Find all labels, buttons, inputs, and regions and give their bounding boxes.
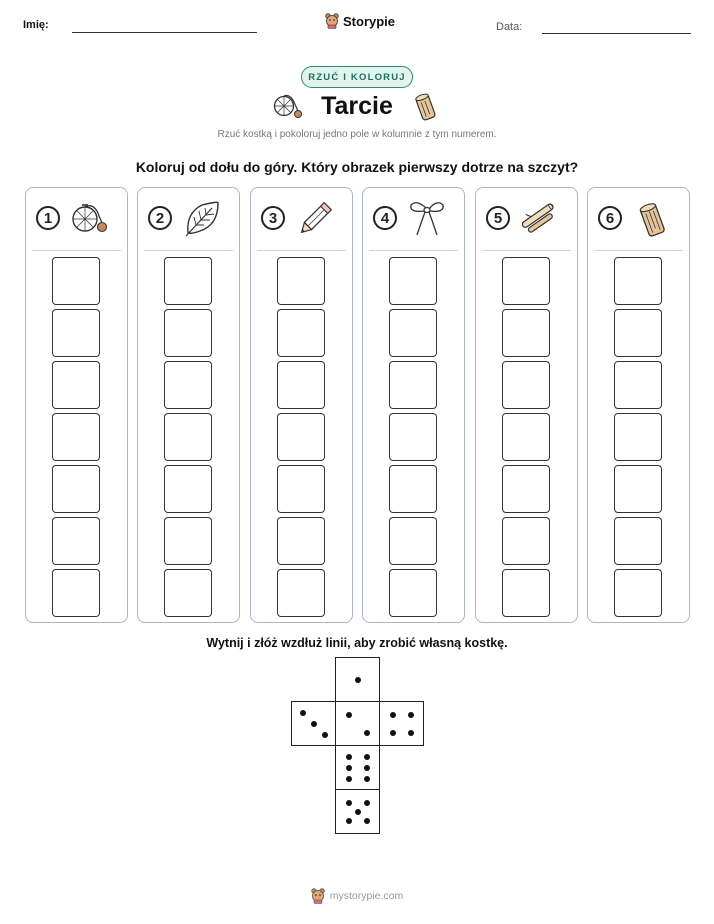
dice-pip bbox=[364, 818, 370, 824]
color-cell[interactable] bbox=[277, 361, 325, 409]
color-cell[interactable] bbox=[277, 309, 325, 357]
color-cell[interactable] bbox=[389, 257, 437, 305]
dice-pip bbox=[346, 754, 352, 760]
dice-face-2 bbox=[335, 701, 380, 746]
dice-pip bbox=[364, 730, 370, 736]
color-cell[interactable] bbox=[502, 361, 550, 409]
dice-pip bbox=[346, 712, 352, 718]
color-cell[interactable] bbox=[52, 465, 100, 513]
dice-pip bbox=[364, 765, 370, 771]
column-number: 1 bbox=[36, 206, 60, 230]
color-cell[interactable] bbox=[389, 413, 437, 461]
color-cell[interactable] bbox=[277, 413, 325, 461]
penny-farthing-icon bbox=[70, 199, 110, 239]
column-5 bbox=[475, 187, 578, 623]
color-cell[interactable] bbox=[277, 257, 325, 305]
color-cell[interactable] bbox=[52, 309, 100, 357]
column-number: 6 bbox=[598, 206, 622, 230]
cut-instruction: Wytnij i złóż wzdłuż linii, aby zrobić własną kostkę. bbox=[206, 636, 508, 650]
color-cell[interactable] bbox=[389, 517, 437, 565]
name-label: Imię: bbox=[23, 19, 49, 31]
column-2 bbox=[137, 187, 240, 623]
dice-pip bbox=[408, 712, 414, 718]
date-label: Data: bbox=[496, 21, 523, 33]
color-cell[interactable] bbox=[52, 569, 100, 617]
dice-pip bbox=[346, 800, 352, 806]
color-cell[interactable] bbox=[164, 361, 212, 409]
dice-pip bbox=[346, 818, 352, 824]
dice-pip bbox=[355, 809, 361, 815]
dice-pip bbox=[355, 677, 361, 683]
color-cell[interactable] bbox=[389, 361, 437, 409]
column-divider bbox=[482, 250, 571, 251]
dice-pip bbox=[311, 721, 317, 727]
dice-pip bbox=[364, 754, 370, 760]
brand-name: Storypie bbox=[343, 13, 396, 29]
dice-pip bbox=[390, 730, 396, 736]
column-divider bbox=[594, 250, 683, 251]
title-log-icon bbox=[413, 92, 439, 122]
dice-face-6 bbox=[335, 745, 380, 790]
dice-face-4 bbox=[379, 701, 424, 746]
instructions-subtitle: Rzuć kostką i pokoloruj jedno pole w kolumnie z tym numerem. bbox=[217, 129, 497, 140]
color-cell[interactable] bbox=[389, 569, 437, 617]
bear-mascot-icon bbox=[325, 13, 339, 29]
color-cell[interactable] bbox=[52, 517, 100, 565]
column-divider bbox=[32, 250, 121, 251]
color-cell[interactable] bbox=[389, 309, 437, 357]
color-cell[interactable] bbox=[277, 569, 325, 617]
wood-log-icon bbox=[632, 199, 672, 239]
activity-badge: RZUĆ I KOLORUJ bbox=[301, 66, 413, 88]
dice-face-1 bbox=[335, 657, 380, 702]
footer-bear-icon bbox=[311, 888, 325, 904]
dice-pip bbox=[390, 712, 396, 718]
dice-pip bbox=[322, 732, 328, 738]
color-cell[interactable] bbox=[164, 517, 212, 565]
column-divider bbox=[144, 250, 233, 251]
column-6 bbox=[587, 187, 690, 623]
brand-logo bbox=[325, 13, 395, 29]
column-number: 4 bbox=[373, 206, 397, 230]
dice-pip bbox=[300, 710, 306, 716]
name-write-line[interactable] bbox=[72, 32, 257, 33]
pencil-icon bbox=[295, 199, 335, 239]
dice-pip bbox=[346, 776, 352, 782]
color-cell[interactable] bbox=[389, 465, 437, 513]
bow-ribbon-icon bbox=[407, 199, 447, 239]
color-cell[interactable] bbox=[502, 465, 550, 513]
color-cell[interactable] bbox=[52, 361, 100, 409]
leaf-icon bbox=[182, 199, 222, 239]
color-cell[interactable] bbox=[614, 465, 662, 513]
sticks-icon bbox=[520, 199, 560, 239]
column-divider bbox=[369, 250, 458, 251]
color-cell[interactable] bbox=[614, 517, 662, 565]
column-3 bbox=[250, 187, 353, 623]
color-cell[interactable] bbox=[164, 413, 212, 461]
color-cell[interactable] bbox=[277, 465, 325, 513]
color-cell[interactable] bbox=[277, 517, 325, 565]
coloring-question: Koloruj od dołu do góry. Który obrazek pierwszy dotrze na szczyt? bbox=[135, 159, 579, 175]
color-cell[interactable] bbox=[52, 257, 100, 305]
column-number: 2 bbox=[148, 206, 172, 230]
color-cell[interactable] bbox=[502, 517, 550, 565]
color-cell[interactable] bbox=[164, 309, 212, 357]
column-1 bbox=[25, 187, 128, 623]
color-cell[interactable] bbox=[502, 569, 550, 617]
page-title: Tarcie bbox=[321, 92, 393, 120]
column-divider bbox=[257, 250, 346, 251]
color-cell[interactable] bbox=[614, 257, 662, 305]
color-cell[interactable] bbox=[614, 569, 662, 617]
color-cell[interactable] bbox=[614, 309, 662, 357]
dice-pip bbox=[346, 765, 352, 771]
column-number: 5 bbox=[486, 206, 510, 230]
dice-pip bbox=[364, 800, 370, 806]
dice-face-3 bbox=[291, 701, 336, 746]
color-cell[interactable] bbox=[164, 465, 212, 513]
footer-url: mystorypie.com bbox=[329, 890, 404, 902]
column-number: 3 bbox=[261, 206, 285, 230]
dice-face-5 bbox=[335, 789, 380, 834]
color-cell[interactable] bbox=[502, 309, 550, 357]
date-write-line[interactable] bbox=[542, 33, 691, 34]
color-cell[interactable] bbox=[614, 413, 662, 461]
color-cell[interactable] bbox=[52, 413, 100, 461]
column-4 bbox=[362, 187, 465, 623]
dice-pip bbox=[364, 776, 370, 782]
color-cell[interactable] bbox=[164, 257, 212, 305]
color-cell[interactable] bbox=[502, 257, 550, 305]
color-cell[interactable] bbox=[614, 361, 662, 409]
dice-pip bbox=[408, 730, 414, 736]
color-cell[interactable] bbox=[502, 413, 550, 461]
footer bbox=[0, 888, 714, 904]
color-cell[interactable] bbox=[164, 569, 212, 617]
